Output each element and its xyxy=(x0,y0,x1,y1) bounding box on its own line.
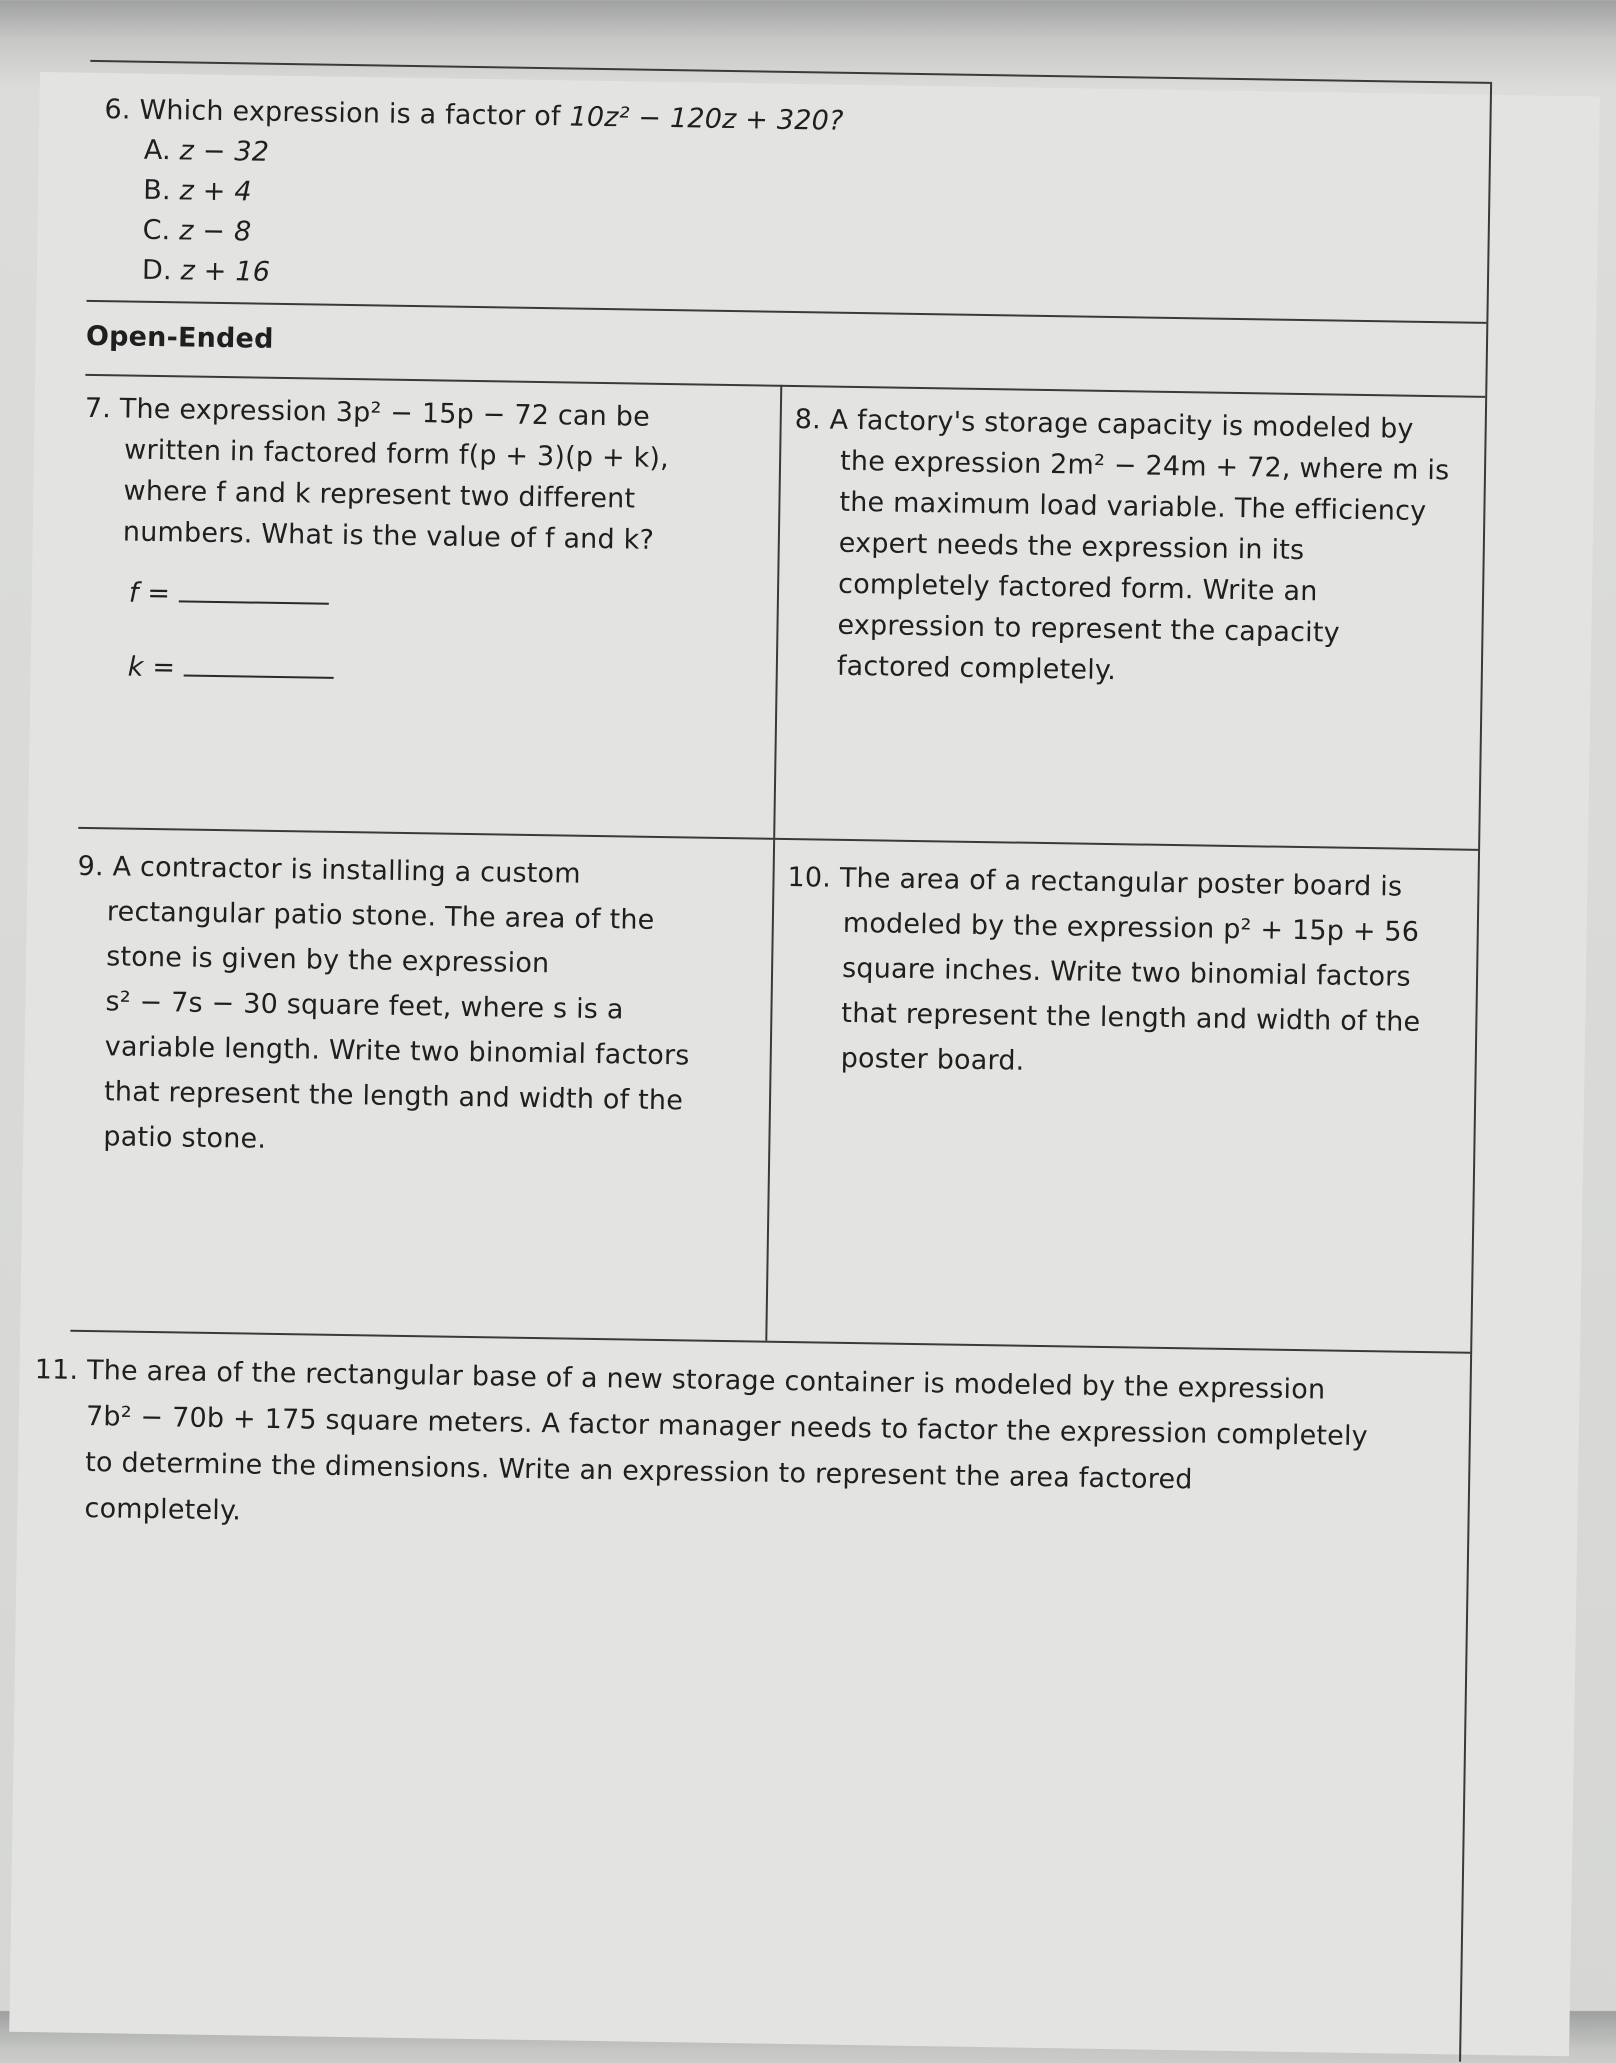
question-9 xyxy=(73,844,693,1169)
q10-line-3: square inches. Write two binomial factors xyxy=(841,952,1411,993)
column-divider-top xyxy=(773,385,782,838)
q6-choice-d: z + 16 xyxy=(180,255,271,288)
right-border xyxy=(1459,82,1492,2062)
q6-choice-d-letter: D. xyxy=(141,254,173,287)
q9-line-6: that represent the length and width of the xyxy=(103,1076,684,1117)
q7-line-3: where f and k represent two different xyxy=(123,475,636,515)
question-6 xyxy=(102,90,844,302)
q8-line-1: 8. A factory's storage capacity is modeled by xyxy=(794,404,1414,445)
q9-line-7: patio stone. xyxy=(103,1121,267,1155)
q7-f-blank[interactable] xyxy=(179,578,329,604)
q10-line-1: 10. The area of a rectangular poster board is xyxy=(787,861,1403,903)
section-heading: Open-Ended xyxy=(85,320,274,355)
q7-f-answer xyxy=(129,574,330,617)
q7-k-answer xyxy=(127,648,334,691)
q6-choice-a: z − 32 xyxy=(179,135,270,168)
question-7 xyxy=(83,388,670,561)
q7-f-label: f = xyxy=(128,577,171,610)
q7-line-2: written in factored form f(p + 3)(p + k), xyxy=(123,434,670,475)
question-10 xyxy=(784,855,1422,1090)
q9-line-1: 9. A contractor is installing a custom xyxy=(77,850,582,890)
question-11 xyxy=(32,1347,1369,1552)
q11-line-4: completely. xyxy=(84,1493,242,1527)
q8-line-5: completely factored form. Write an xyxy=(837,568,1318,608)
q7-k-blank[interactable] xyxy=(184,652,334,678)
q8-line-7: factored completely. xyxy=(836,650,1117,687)
q6-choice-c: z − 8 xyxy=(179,215,252,248)
q7-k-label: k = xyxy=(127,651,176,684)
q6-choice-b: z + 4 xyxy=(179,175,252,208)
q6-choice-b-letter: B. xyxy=(143,174,172,207)
q10-line-2: modeled by the expression p² + 15p + 56 xyxy=(842,907,1420,948)
q7-line-4: numbers. What is the value of f and k? xyxy=(122,516,655,556)
q7-line-1: 7. The expression 3p² − 15p − 72 can be xyxy=(84,392,651,433)
q8-line-2: the expression 2m² − 24m + 72, where m is xyxy=(839,445,1450,487)
q9-line-5: variable length. Write two binomial factors xyxy=(104,1031,690,1072)
q9-line-3: stone is given by the expression xyxy=(105,941,550,980)
divider-after-q6 xyxy=(87,300,1487,324)
question-8 xyxy=(791,399,1451,696)
q10-line-5: poster board. xyxy=(840,1042,1025,1077)
column-divider-bottom xyxy=(765,838,775,1341)
q9-line-4: s² − 7s − 30 square feet, where s is a xyxy=(105,986,624,1026)
q6-choice-c-letter: C. xyxy=(142,214,171,247)
q11-line-2: 7b² − 70b + 175 square meters. A factor manager needs to factor the expression completely xyxy=(85,1401,1369,1453)
q11-line-1: 11. The area of the rectangular base of a new storage container is modeled by the expression xyxy=(34,1354,1326,1406)
q10-line-4: that represent the length and width of the xyxy=(841,997,1421,1038)
q6-choice-a-letter: A. xyxy=(143,134,172,167)
q6-stem: 6. Which expression is a factor of xyxy=(104,94,561,133)
worksheet xyxy=(34,80,1590,2043)
q11-line-3: to determine the dimensions. Write an expression to represent the area factored xyxy=(85,1447,1193,1496)
q6-stem-expression: 10z² − 120z + 320? xyxy=(569,101,844,137)
q9-line-2: rectangular patio stone. The area of the xyxy=(106,896,655,936)
q8-line-4: expert needs the expression in its xyxy=(838,527,1305,567)
q8-line-3: the maximum load variable. The efficiency xyxy=(839,486,1427,527)
q8-line-6: expression to represent the capacity xyxy=(837,609,1341,649)
